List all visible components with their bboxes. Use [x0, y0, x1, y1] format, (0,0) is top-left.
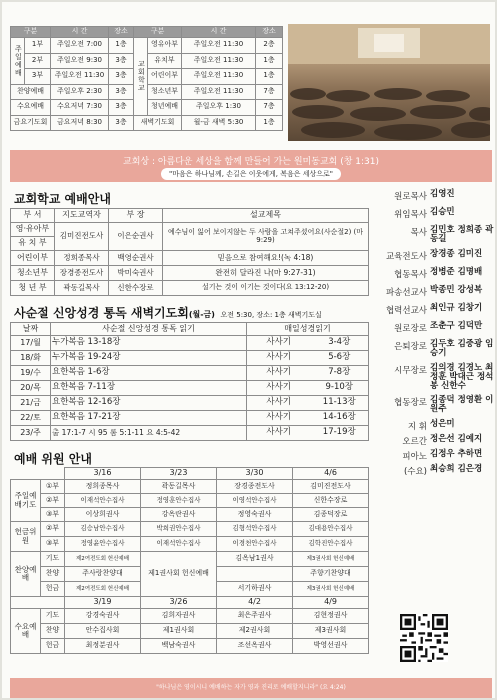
part-label: ③부: [41, 537, 65, 552]
staff-names: 김의경 김경노 최정훈 박대근 정석봉 신한수: [430, 362, 494, 391]
staff-names: 김민호 정희종 곽동길: [430, 225, 494, 244]
staff-row: [374, 286, 494, 298]
dept-place: 2층: [256, 38, 283, 54]
dawn-prayer-note: 오전 5:30, 장소: 1층 새벽기도실: [220, 311, 322, 319]
part-label: 기도: [41, 552, 65, 567]
role-name: 박영선권사: [293, 639, 369, 654]
date-cell: 3/16: [65, 468, 141, 480]
service-cat: 수요예배: [11, 100, 51, 116]
staff-row: [374, 250, 494, 262]
role-name: 제1권사회 헌신예배: [141, 552, 217, 597]
staff-row: [374, 226, 494, 244]
header-cell: 시 간: [182, 27, 256, 38]
sermon-title: 믿음으로 참여해요!(녹 4:18): [163, 251, 369, 266]
sermon-title: 예수님이 잃어 보이지않는 두 사람을 고쳐주셨어요(사순절2) (마 9:29): [163, 223, 369, 251]
role-name: 제2여전도회 헌신예배: [65, 582, 141, 597]
staff-role: 시무장로: [394, 365, 427, 376]
date-cell: 4/9: [293, 597, 369, 609]
role-name: 곽동길목사: [141, 480, 217, 494]
dept-place: 7층: [256, 100, 283, 116]
staff-row: [374, 208, 494, 220]
role-name: 서기하권사: [217, 582, 293, 597]
date-cell: 4/6: [293, 468, 369, 480]
daily-book: 사사기: [247, 366, 311, 381]
staff-role: 목사: [410, 228, 427, 238]
role-name: 이재석안수집사: [141, 537, 217, 552]
role-name: 최정분권사: [65, 639, 141, 654]
service-cat: 금요기도회: [11, 115, 51, 131]
reading: 요한복음 12-16장: [51, 396, 247, 411]
corner-cell: [11, 468, 65, 480]
pastor-name: 김미진전도사: [55, 223, 109, 251]
dept-place: 1층: [256, 115, 283, 131]
role-name: 주사랑찬양대: [65, 567, 141, 582]
staff-role: 협력선교사: [385, 305, 427, 316]
service-num: 1부: [25, 38, 51, 54]
dawn-prayer-sub: (월-금): [188, 310, 215, 319]
part-label: 헌금: [41, 639, 65, 654]
dawn-reading-table: [10, 322, 369, 441]
sunday-prayer-label: 주일예배기도: [11, 480, 41, 522]
date-cell: 3/19: [65, 597, 141, 609]
daily-book: 사사기: [247, 426, 311, 441]
dept-name: 청 년 부: [11, 281, 55, 296]
role-name: 신한수장로: [293, 494, 369, 508]
date-cell: 3/30: [217, 468, 293, 480]
sunday-service-label: 주일예배: [11, 38, 25, 85]
date: 21/금: [11, 396, 51, 411]
dept-time: 주일오전 11:30: [182, 53, 256, 69]
daily-chapter: 14-16장: [311, 411, 369, 426]
staff-names: 최인규 김창기: [430, 302, 483, 313]
reading: 누가복음 19-24장: [51, 351, 247, 366]
role-name: 김옥남1권사: [217, 552, 293, 567]
service-time: 수요저녁 7:30: [51, 100, 109, 116]
daily-book: 사사기: [247, 381, 311, 396]
staff-row: [374, 190, 494, 202]
dept-name: 어린이부: [11, 251, 55, 266]
header-cell: 매일성경읽기: [247, 323, 369, 336]
sanctuary-image: [288, 24, 490, 141]
staff-row: [374, 435, 494, 447]
church-school-label: 교회학교: [134, 38, 148, 116]
sermon-title: 설기는 것이 이기는 것이다(요 13:12-20): [163, 281, 369, 296]
role-name: 제3권사회: [293, 624, 369, 639]
date: 17/월: [11, 336, 51, 351]
staff-role: 협동장로: [394, 398, 427, 409]
dept-name: 청소년부: [11, 266, 55, 281]
role-name: 김학진안수집사: [293, 537, 369, 552]
daily-chapter: 11-13장: [311, 396, 369, 411]
role-name: 김희자권사: [141, 609, 217, 624]
staff-names: 최승희 김은경: [430, 464, 483, 475]
header-cell: 시 간: [51, 27, 109, 38]
header-cell: 구분: [11, 27, 51, 38]
staff-role: 은퇴장로: [394, 341, 427, 352]
role-name: 안수집사회: [65, 624, 141, 639]
dept-place: 1층: [256, 69, 283, 85]
daily-book: 사사기: [247, 351, 311, 366]
role-name: 이경천안수집사: [217, 537, 293, 552]
role-name: 제1권사회: [141, 624, 217, 639]
staff-names: 김영진: [430, 189, 455, 199]
dept-name: 영유아부: [148, 38, 182, 54]
header-cell: 날짜: [11, 323, 51, 336]
staff-row: [374, 465, 494, 477]
role-name: 김승남안수집사: [65, 522, 141, 537]
congregation-photo: [288, 24, 490, 141]
role-name: 제3권사회 헌신예배: [293, 552, 369, 567]
dept-time: 주일오후 1:30: [182, 100, 256, 116]
role-name: 조선옥권사: [217, 639, 293, 654]
staff-role: 파송선교사: [385, 287, 427, 298]
daily-chapter: 3-4장: [311, 336, 369, 351]
header-cell: 부 장: [109, 209, 163, 223]
roles-title: 예배 위원 안내: [14, 452, 92, 466]
role-name: 제2여전도회 헌신예배: [65, 552, 141, 567]
role-name: 정영숙권사: [217, 508, 293, 522]
service-time: 주일오후 2:30: [51, 84, 109, 100]
part-label: 찬양: [41, 624, 65, 639]
role-name: 정영훈안수집사: [141, 494, 217, 508]
role-name: 정영윤안수집사: [65, 537, 141, 552]
staff-names: 김종덕 정영환 이원주: [430, 395, 494, 415]
reading: 누가복음 13-18장: [51, 336, 247, 351]
reading: 요한복음 7-11장: [51, 381, 247, 396]
daily-book: 사사기: [247, 336, 311, 351]
part-label: ②부: [41, 522, 65, 537]
service-num: 2부: [25, 53, 51, 69]
staff-row: [374, 304, 494, 316]
role-name: 김현정권사: [293, 609, 369, 624]
staff-names: 조춘구 김덕만: [430, 320, 483, 331]
dept-place: 7층: [256, 84, 283, 100]
role-name: 장경종전도사: [217, 480, 293, 494]
staff-role: 위임목사: [394, 210, 427, 220]
service-time: 주일오전 7:00: [51, 38, 109, 54]
staff-row: [374, 268, 494, 280]
head-name: 이은순권사: [109, 223, 163, 251]
header-cell: 지도교역자: [55, 209, 109, 223]
spacer-cell: [11, 597, 65, 609]
role-name: 강경숙권사: [65, 609, 141, 624]
role-name: 이상희권사: [65, 508, 141, 522]
reading: 요한복음 1-6장: [51, 366, 247, 381]
wednesday-service-label: 수요예배: [11, 609, 41, 654]
pastor-name: 정희종목사: [55, 251, 109, 266]
staff-row: [374, 322, 494, 334]
service-time: 금요저녁 8:30: [51, 115, 109, 131]
staff-row: [374, 420, 494, 432]
service-time: 주일오전 11:30: [51, 69, 109, 85]
reading: 출 17:1-7 시 95 롬 5:1-11 요 4:5-42: [51, 426, 247, 441]
daily-chapter: 5-6장: [311, 351, 369, 366]
header-cell: 장소: [109, 27, 134, 38]
pastor-name: 장경종전도사: [55, 266, 109, 281]
role-name: 제3권사회 헌신예배: [293, 582, 369, 597]
part-label: 찬양: [41, 567, 65, 582]
daily-chapter: 17-19장: [311, 426, 369, 441]
role-name: 정희종목사: [65, 480, 141, 494]
dept-name: 청소년부: [148, 84, 182, 100]
dept-time: 주일오전 11:30: [182, 69, 256, 85]
dept-place: 1층: [256, 53, 283, 69]
head-name: 백영순권사: [109, 251, 163, 266]
head-name: 신한수장로: [109, 281, 163, 296]
header-cell: 설교제목: [163, 209, 369, 223]
staff-row: [374, 340, 494, 358]
staff-names: 정병준 김명배: [430, 266, 483, 277]
date: 19/수: [11, 366, 51, 381]
staff-directory: [374, 190, 494, 480]
role-name: 김종덕장로: [293, 508, 369, 522]
qr-code[interactable]: [400, 614, 448, 662]
church-school-table: [10, 208, 369, 296]
footer-verse: "하나님은 영이시니 예배하는 자가 영과 진리로 예배할지니라" (요 4:24): [10, 678, 492, 698]
offering-label: 헌금위원: [11, 522, 41, 552]
date: 22/토: [11, 411, 51, 426]
service-place: 3층: [109, 53, 134, 69]
service-place: 3층: [109, 100, 134, 116]
part-label: 기도: [41, 609, 65, 624]
part-label: ③부: [41, 508, 65, 522]
role-name: 이재석안수집사: [65, 494, 141, 508]
role-name: [217, 567, 293, 582]
staff-names: 박종민 강성복: [430, 284, 483, 295]
staff-role: 협동목사: [394, 269, 427, 280]
date-cell: 3/23: [141, 468, 217, 480]
praise-service-label: 찬양예배: [11, 552, 41, 597]
role-name: 김대용안수집사: [293, 522, 369, 537]
service-num: 3부: [25, 69, 51, 85]
staff-names: 성은미: [430, 419, 455, 430]
motto-slogan: "마음은 하나님께, 손길은 이웃에게, 복음은 세상으로": [161, 168, 341, 180]
worship-roles-table: [10, 467, 369, 654]
role-name: 박희권안수집사: [141, 522, 217, 537]
staff-role: 원로장로: [394, 323, 427, 334]
header-cell: 구분: [134, 27, 182, 38]
reading: 요한복음 17-21장: [51, 411, 247, 426]
header-cell: 사순절 신앙성경 통독 읽기: [51, 323, 247, 336]
dept-time: 주일오전 11:30: [182, 84, 256, 100]
service-time: 주일오전 9:30: [51, 53, 109, 69]
role-name: 김형석안수집사: [217, 522, 293, 537]
dawn-prayer-heading: [14, 302, 322, 321]
dept-time: 월-금 새벽 5:30: [182, 115, 256, 131]
staff-role: 원로목사: [394, 192, 427, 202]
church-motto-banner: [10, 150, 492, 182]
staff-row: [374, 364, 494, 391]
dept-time: 주일오전 11:30: [182, 38, 256, 54]
daily-chapter: 7-8장: [311, 366, 369, 381]
staff-names: 김정우 추하면: [430, 449, 483, 460]
role-name: 강옥란권사: [141, 508, 217, 522]
staff-role: 피아노: [402, 452, 427, 463]
dept-name: 새벽기도회: [134, 115, 182, 131]
dept-name: 유 치 부: [11, 237, 55, 251]
part-label: 헌금: [41, 582, 65, 597]
header-cell: 부 서: [11, 209, 55, 223]
date: 18/화: [11, 351, 51, 366]
staff-names: 김두호 김중광 임승기: [430, 338, 494, 358]
daily-chapter: 9-10장: [311, 381, 369, 396]
head-name: 박미숙권사: [109, 266, 163, 281]
church-school-title: 교회학교 예배안내: [14, 192, 111, 206]
role-name: 최은주권사: [217, 609, 293, 624]
dawn-prayer-title: 사순절 신앙성경 통독 새벽기도회: [14, 306, 189, 320]
date-cell: 3/26: [141, 597, 217, 609]
dept-name: 어린이부: [148, 69, 182, 85]
role-name: 백남숙권사: [141, 639, 217, 654]
service-cat: 찬양예배: [11, 84, 51, 100]
service-place: 3층: [109, 115, 134, 131]
sermon-title: 완전히 달라진 나(마 9:27-31): [163, 266, 369, 281]
pastor-name: 곽동길목사: [55, 281, 109, 296]
staff-names: 장경종 김미진: [430, 248, 483, 259]
staff-row: [374, 450, 494, 462]
role-name: 김미진전도사: [293, 480, 369, 494]
role-name: 이영석안수집사: [217, 494, 293, 508]
staff-role: 지 휘: [407, 422, 427, 433]
daily-book: 사사기: [247, 396, 311, 411]
daily-book: 사사기: [247, 411, 311, 426]
role-name: 제2권사회: [217, 624, 293, 639]
staff-names: 정은선 김예지: [430, 434, 483, 445]
service-place: 3층: [109, 84, 134, 100]
worship-times-table: [10, 26, 283, 131]
dept-name: 영·유아부: [11, 223, 55, 237]
date: 20/목: [11, 381, 51, 396]
motto-line: 교회상 : 아름다운 세상을 함께 만들어 가는 원미동교회 (창 1:31): [123, 157, 379, 167]
date: 23/주: [11, 426, 51, 441]
service-place: 3층: [109, 69, 134, 85]
part-label: ②부: [41, 494, 65, 508]
date-cell: 4/2: [217, 597, 293, 609]
header-cell: 장소: [256, 27, 283, 38]
staff-role: 교육전도사: [385, 251, 427, 262]
dept-name: 청년예배: [148, 100, 182, 116]
service-place: 1층: [109, 38, 134, 54]
role-name: 주향기찬양대: [293, 567, 369, 582]
part-label: ①부: [41, 480, 65, 494]
staff-role: 오르간: [402, 437, 427, 448]
staff-role: (수요): [403, 467, 427, 478]
dept-name: 유치부: [148, 53, 182, 69]
staff-names: 김승민: [430, 207, 455, 217]
staff-row: [374, 396, 494, 414]
